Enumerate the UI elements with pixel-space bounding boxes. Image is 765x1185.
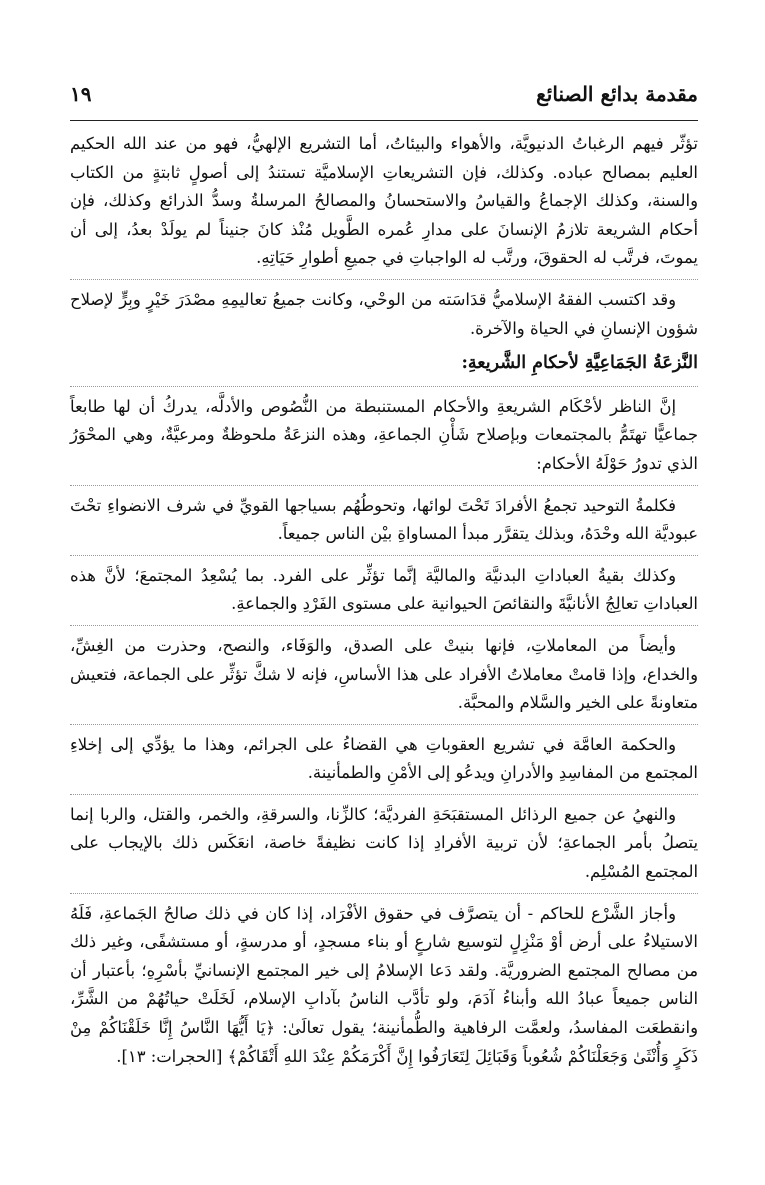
page-number: ١٩ (70, 82, 92, 106)
section-heading: النَّزعَةُ الجَمَاعِيَّةِ لأحكامِ الشَّريعةِ: (461, 353, 698, 374)
paragraph-divider (70, 625, 698, 626)
paragraph-5: وكذلك بقيةُ العباداتِ البدنيَّة والماليَّة إنَّما تؤثِّر على الفرد. بما يُسْعِدُ المجتمعَ؛ لأنَّ هذه العباداتِ تعالِجُ الأنانيَّةَ والنقائصَ الحيوانية على مستوى الفَرْدِ والجماعةِ. (70, 565, 698, 614)
paragraph-divider (70, 724, 698, 725)
paragraph-9: وأجاز الشَّرْع للحاكم - أن يتصرَّف في حقوق الأفْرَاد، إذا كان في ذلك صالحُ الجَماعةِ، فَلَهُ الاستيلاءُ على أرض أوْ مَنْزِلٍ لتوسيع شارعٍ أو بناء مسجدٍ، أو مدرسةٍ، أو مستشفًى، وغير ذلك من مصالح المجتمع الضروريَّة. ولقد دَعا الإسلامُ إلى خير المجتمع الإنسانيِّ بأسْرِهِ؛ بأعتبار أن الناس جميعاً عبادُ الله وأبناءُ آدَمَ، ولو تأدَّب الناسُ بآدابِ الإسلام، لَخَلَتْ حياتُهُمْ من الشَّرِّ، وانقطعَت المفاسدُ، ولعمَّت الرفاهية والطُّمأنينة؛ يقول تعالَىٰ: ﴿يَا أَيُّهَا النَّاسُ إِنَّا خَلَقْنَاكُمْ مِنْ ذَكَرٍ وَأُنْثَىٰ وَجَعَلْنَاكُمْ شُعُوباً وَقَبَائِلَ لِتَعَارَفُوا إِنَّ أَكْرَمَكُمْ عِنْدَ اللهِ أَتْقَاكُمْ﴾ [الحجرات: ١٣]. (70, 903, 698, 1066)
page-header (70, 82, 698, 116)
paragraph-1: تؤثّر فيهم الرغباتُ الدنيويَّة، والأهواء والبيئاتُ، أما التشريع الإلهيُّ، فهو من عند الله الحكيم العليم بمصالح عباده. وكذلك، فإن التشريعاتِ الإسلاميَّة تستندُ إلى أصولٍ ثابتةٍ من الكتاب والسنة، وكذلك الإجماعُ والقياسُ والاستحسانُ والمصالحُ المرسلةُ وسدُّ الذرائع وكذلك، فإن أحكام الشريعة تلازمُ الإنسانَ على مدارِ عُمره الطَّويل مُنْذ كانَ جنيناً لم يولَدْ بعدُ، إلى أن يموتَ، فرتَّب له الحقوقَ، ورتَّب له الواجباتِ في جميعِ أطوارِ حَيَاتِهِ. (70, 134, 698, 268)
paragraph-divider (70, 485, 698, 486)
paragraph-4: فكلمةُ التوحيد تجمعُ الأفرادَ تَحْتَ لوائها، وتحوطُهُم بسياجها القويِّ في شرف الانضواءِ تحْتَ عبوديَّة الله وحْدَهُ، وبذلك يتقرَّر مبدأ المساواةِ بيْن الناس جميعاً. (70, 495, 698, 544)
paragraph-divider (70, 555, 698, 556)
paragraph-divider (70, 279, 698, 280)
paragraph-7: والحكمة العامَّة في تشريع العقوباتِ هي القضاءُ على الجرائم، وهذا ما يؤدِّي إلى إخلاءِ المجتمع من المفاسِدِ والأدرانِ ويدعُو إلى الأمْنِ والطمأنينة. (70, 734, 698, 783)
running-title: مقدمة بدائع الصنائع (536, 82, 698, 106)
paragraph-divider (70, 794, 698, 795)
paragraph-2: وقد اكتسب الفقهُ الإسلاميُّ قدَاسَته من الوحْي، وكانت جميعُ تعاليمِهِ مصْدَرَ خَيْرٍ وبِرٍّ لإصلاح شؤون الإنسانِ في الحياة والآخرة. (70, 289, 698, 338)
paragraph-6: وأيضاً من المعاملاتِ، فإنها بنيتْ على الصدق، والوَفَاء، والنصح، وحذرت من الغِشِّ، والخداع، وإذا قامتْ معاملاتُ الأفراد على هذا الأساسِ، فإنه لا شكَّ تؤثِّر على الجماعة، فتعيش متعاونةً على الخير والسَّلام والمحبَّة. (70, 635, 698, 713)
header-rule (70, 120, 698, 121)
paragraph-3: إنَّ الناظر لأحْكَام الشريعةِ والأحكام المستنبطة من النُّصُوص والأدلَّه، يدركُ أن لها طابعاً جماعيًّا تهتَمُّ بالمجتمعات وبإصلاح شَأْنِ الجماعةِ، وهذه النزعَةُ ملحوظةٌ ومرعيَّةٌ، وهي المحْوَرُ الذي تدورُ حَوْلَهُ الأحكام: (70, 396, 698, 473)
page-body (70, 130, 698, 1077)
paragraph-divider (70, 386, 698, 387)
paragraph-divider (70, 893, 698, 894)
paragraph-8: والنهيُ عن جميع الرذائل المستقبَحَةِ الفرديَّة؛ كالزِّنا، والسرقةِ، والخمر، والقتل، والربا إنما يتصلُ بأمر الجماعةِ؛ لأن تربية الأفرادِ إذا كانت نظيفةً خاصة، انعَكَس ذلك بالإيجاب على المجتمع المُسْلِم. (70, 804, 698, 882)
